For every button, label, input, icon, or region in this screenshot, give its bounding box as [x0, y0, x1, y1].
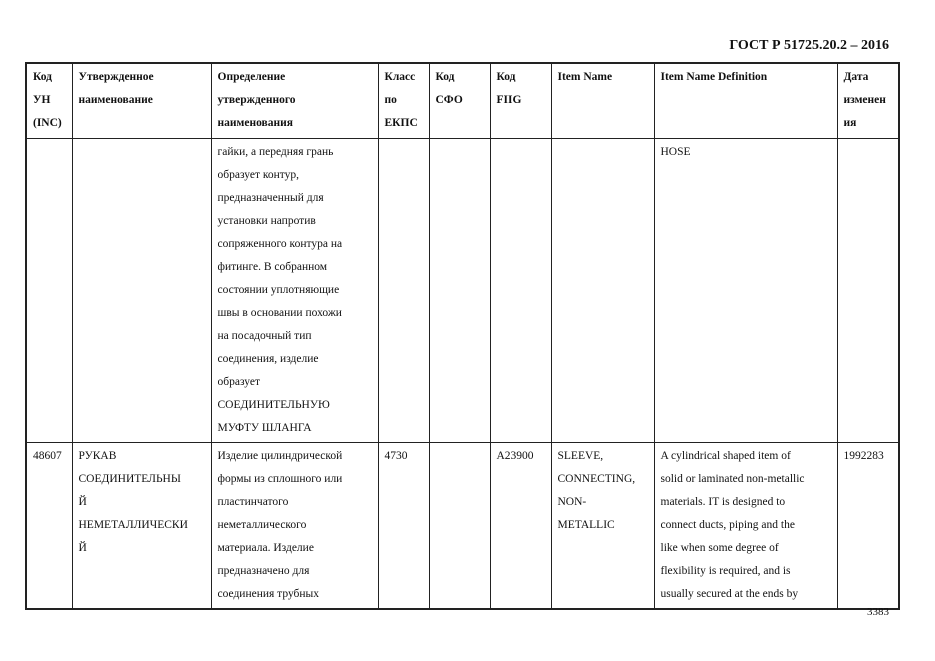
col-definition-cell — [211, 443, 378, 610]
cell-line: НЕМЕТАЛЛИЧЕСКИ — [78, 519, 188, 531]
cell-line: предназначенный для — [217, 192, 324, 204]
cell-line: METALLIC — [557, 519, 615, 531]
cell-line: 4730 — [384, 450, 408, 462]
cell-line: Код — [496, 71, 516, 83]
table-header-row — [26, 63, 899, 139]
col-definition-header — [211, 63, 378, 139]
col-item-name-definition-cell — [654, 139, 837, 443]
col-sfo-header — [429, 63, 490, 139]
col-approved-name-header — [72, 63, 211, 139]
col-sfo-cell — [429, 443, 490, 610]
cell-line: швы в основании похожи — [217, 307, 342, 319]
cell-line: материала. Изделие — [217, 542, 314, 554]
cell-line: состоянии уплотняющие — [217, 284, 340, 296]
cell-line: Item Name — [557, 71, 613, 83]
cell-line: SLEEVE, — [557, 450, 604, 462]
col-fiig-cell — [490, 139, 551, 443]
col-class-cell — [378, 139, 429, 443]
cell-line: предназначено для — [217, 565, 310, 577]
cell-line: materials. IT is designed to — [660, 496, 786, 508]
cell-line: образует контур, — [217, 169, 300, 181]
cell-line: Код — [435, 71, 455, 83]
table-row — [26, 139, 899, 443]
cell-line: A cylindrical shaped item of — [660, 450, 791, 462]
cell-line: наименование — [78, 94, 153, 106]
cell-line: Й — [78, 496, 87, 508]
col-item-name-header — [551, 63, 654, 139]
cell-line: solid or laminated non-metallic — [660, 473, 805, 485]
cell-line: Изделие цилиндрической — [217, 450, 343, 462]
cell-line: Дата — [843, 71, 869, 83]
col-item-name-cell — [551, 443, 654, 610]
cell-line: like when some degree of — [660, 542, 779, 554]
col-item-name-definition-cell — [654, 443, 837, 610]
cell-line: фитинге. В собранном — [217, 261, 328, 273]
cell-line: СФО — [435, 94, 463, 106]
cell-line: 48607 — [33, 450, 62, 462]
col-approved-name-cell — [72, 139, 211, 443]
cell-line: сопряженного контура на — [217, 238, 343, 250]
cell-line: РУКАВ — [78, 450, 117, 462]
col-inc-cell — [26, 443, 72, 610]
cell-line: утвержденного — [217, 94, 296, 106]
cell-line: соединения трубных — [217, 588, 320, 600]
col-approved-name-cell — [72, 443, 211, 610]
col-fiig-cell — [490, 443, 551, 610]
cell-line: (INC) — [33, 117, 62, 129]
cell-line: образует — [217, 376, 260, 388]
col-date-header — [837, 63, 899, 139]
cell-line: МУФТУ ШЛАНГА — [217, 422, 312, 434]
col-fiig-header — [490, 63, 551, 139]
cell-line: ЕКПС — [384, 117, 418, 129]
cell-line: connect ducts, piping and the — [660, 519, 795, 531]
cell-line: usually secured at the ends by — [660, 588, 799, 600]
cell-line: Item Name Definition — [660, 71, 768, 83]
cell-line: HOSE — [660, 146, 691, 158]
cell-line: УН — [33, 94, 51, 106]
cell-line: СОЕДИНИТЕЛЬНЫ — [78, 473, 181, 485]
col-inc-header — [26, 63, 72, 139]
col-sfo-cell — [429, 139, 490, 443]
cell-line: СОЕДИНИТЕЛЬНУЮ — [217, 399, 330, 411]
cell-line: формы из сплошного или — [217, 473, 343, 485]
table-row — [26, 443, 899, 610]
cell-line: Утвержденное — [78, 71, 154, 83]
col-date-cell — [837, 443, 899, 610]
cell-line: изменен — [843, 94, 886, 106]
cell-line: наименования — [217, 117, 293, 129]
cell-line: Класс — [384, 71, 416, 83]
cell-line: на посадочный тип — [217, 330, 312, 342]
cell-line: установки напротив — [217, 215, 316, 227]
cell-line: A23900 — [496, 450, 534, 462]
cell-line: CONNECTING, — [557, 473, 636, 485]
cell-line: соединения, изделие — [217, 353, 319, 365]
document-standard-title: ГОСТ Р 51725.20.2 – 2016 — [729, 38, 889, 53]
cell-line: ия — [843, 117, 857, 129]
cell-line: Й — [78, 542, 87, 554]
cell-line: Определение — [217, 71, 286, 83]
cell-line: неметаллического — [217, 519, 307, 531]
cell-line: FIIG — [496, 94, 522, 106]
col-class-cell — [378, 443, 429, 610]
page-number: 3383 — [867, 606, 889, 618]
col-definition-cell — [211, 139, 378, 443]
cell-line: гайки, а передняя грань — [217, 146, 334, 158]
col-date-cell — [837, 139, 899, 443]
cell-line: NON- — [557, 496, 587, 508]
col-inc-cell — [26, 139, 72, 443]
cell-line: 1992283 — [843, 450, 884, 462]
col-item-name-definition-header — [654, 63, 837, 139]
cell-line: flexibility is required, and is — [660, 565, 791, 577]
catalog-table — [25, 62, 900, 610]
col-item-name-cell — [551, 139, 654, 443]
cell-line: пластинчатого — [217, 496, 289, 508]
cell-line: по — [384, 94, 397, 106]
col-class-header — [378, 63, 429, 139]
cell-line: Код — [33, 71, 53, 83]
